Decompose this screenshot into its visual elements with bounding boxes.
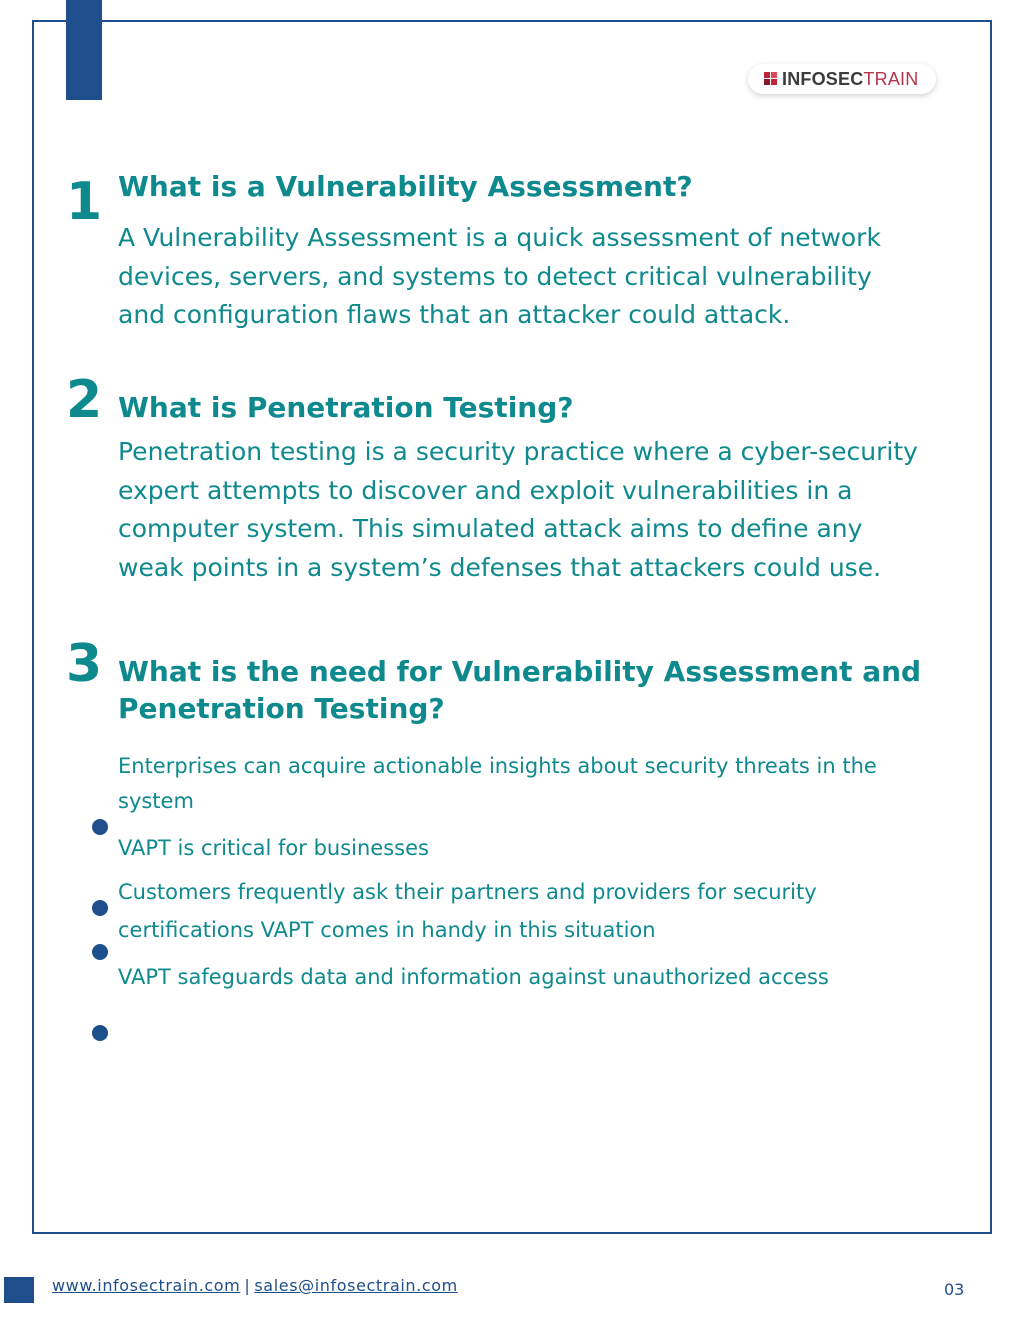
footer-links	[52, 1276, 458, 1295]
section-body-2: Penetration testing is a security practice where a cyber-security expert attempts to discover and exploit vulnerabilities in a computer system. This simulated attack aims to define any weak points in a system’s defenses that attackers could use.	[118, 437, 918, 582]
list-item: Customers frequently ask their partners and providers for security certifications VAPT comes in handy in this situation	[118, 880, 817, 942]
section-number-3: 3	[66, 634, 103, 694]
section-heading-3: What is the need for Vulnerability Assessment and Penetration Testing?	[118, 655, 922, 725]
list-item: Enterprises can acquire actionable insights about security threats in the system	[118, 754, 877, 813]
section-heading-1: What is a Vulnerability Assessment?	[118, 170, 693, 203]
section-number-2: 2	[66, 370, 103, 430]
infosectrain-logo	[748, 64, 936, 94]
section-body-1: A Vulnerability Assessment is a quick assessment of network devices, servers, and systems to detect critical vulnerability and configuration flaws that an attacker could attack.	[118, 223, 881, 329]
top-accent-bar	[66, 0, 102, 100]
email-link[interactable]: sales@infosectrain.com	[254, 1276, 458, 1295]
section-number-1: 1	[66, 172, 103, 232]
page-number: 03	[944, 1280, 965, 1299]
bullet-dot-icon	[92, 944, 108, 960]
footer-accent-square	[4, 1277, 34, 1303]
list-item: VAPT safeguards data and information against unauthorized access	[118, 965, 829, 989]
footer-separator: |	[244, 1276, 251, 1295]
bullet-dot-icon	[92, 900, 108, 916]
section-heading-2: What is Penetration Testing?	[118, 391, 574, 424]
bullet-dot-icon	[92, 1025, 108, 1041]
list-item: VAPT is critical for businesses	[118, 836, 429, 860]
logo-mark-icon	[764, 72, 778, 86]
website-link[interactable]: www.infosectrain.com	[52, 1276, 241, 1295]
logo-text: INFOSECTRAIN	[782, 68, 919, 89]
bullet-dot-icon	[92, 819, 108, 835]
